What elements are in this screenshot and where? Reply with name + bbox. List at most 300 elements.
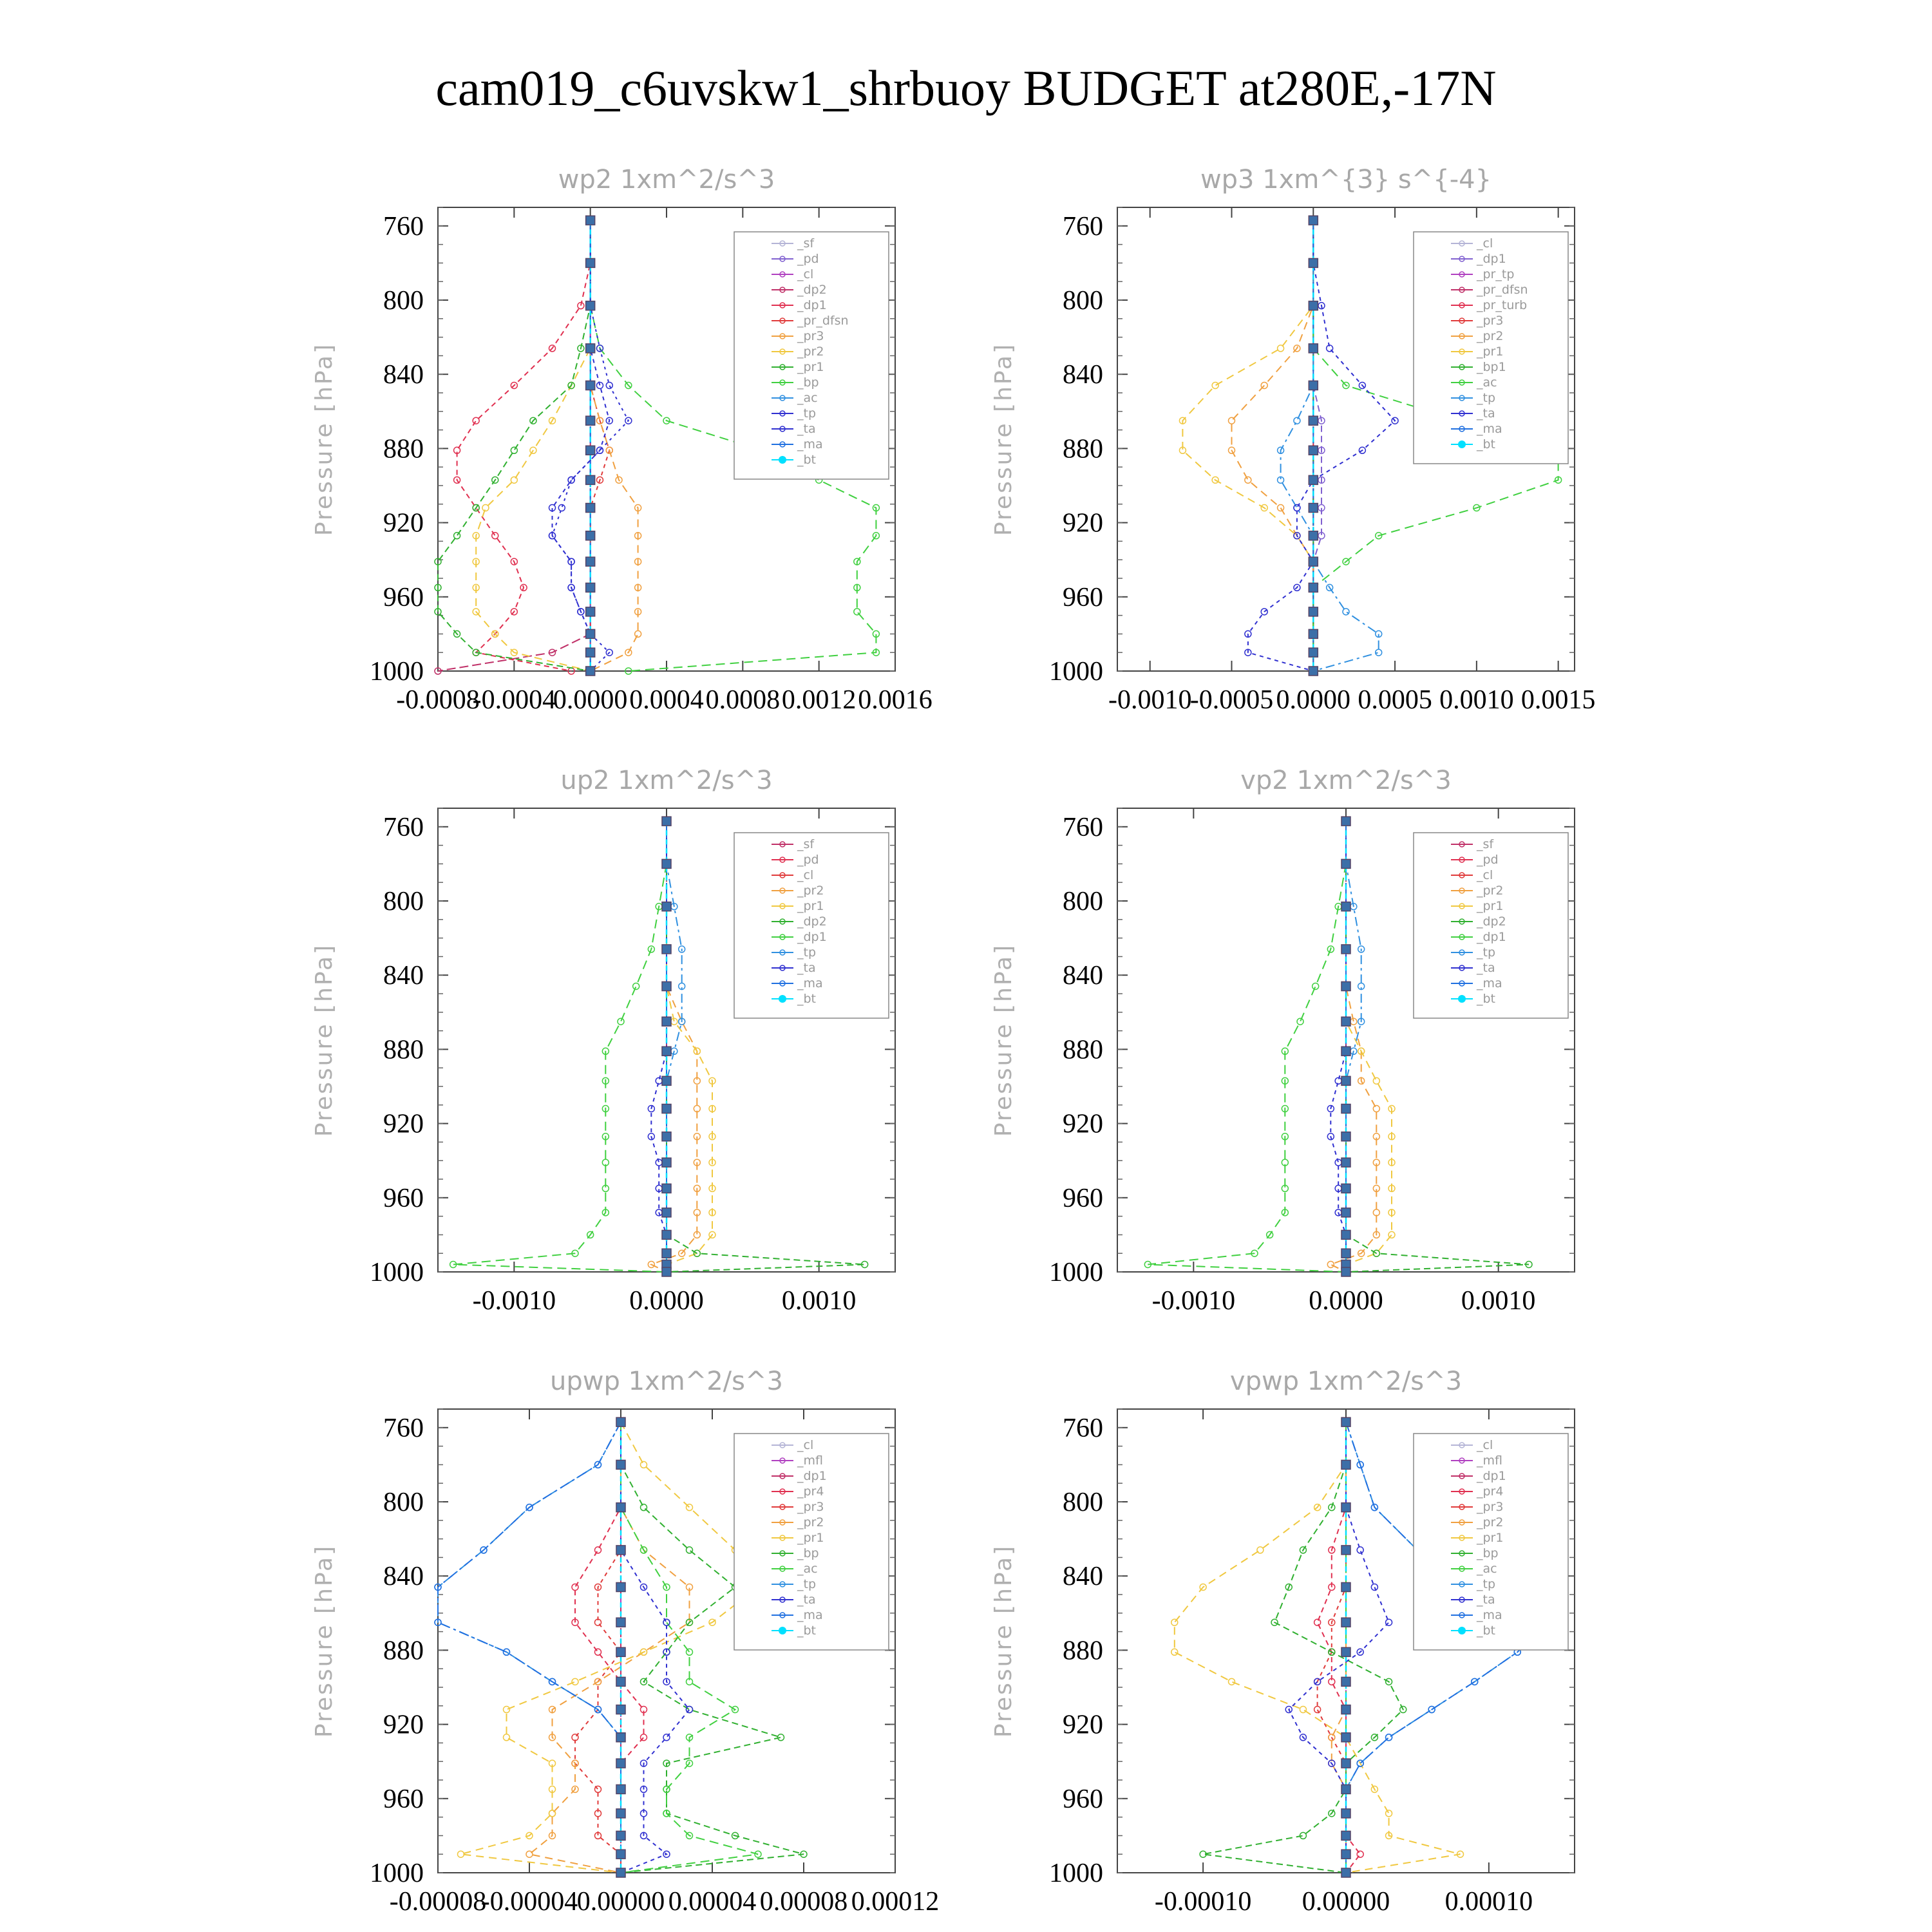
- y-tick-label: 880: [1063, 1636, 1103, 1666]
- data-point: [1341, 1831, 1350, 1840]
- data-point: [616, 1785, 625, 1794]
- legend-label: _ta: [797, 422, 816, 436]
- page-title: cam019_c6uvskw1_shrbuoy BUDGET at280E,-17N: [435, 60, 1497, 116]
- legend-label: _ma: [797, 1608, 823, 1622]
- data-point: [662, 1267, 671, 1276]
- data-point: [1386, 1810, 1392, 1817]
- x-tick-label: 0.0000: [1276, 685, 1351, 715]
- data-point: [1297, 1018, 1303, 1025]
- data-point: [641, 1461, 647, 1468]
- data-point: [492, 533, 498, 539]
- x-tick-label: -0.00010: [1154, 1887, 1252, 1917]
- data-point: [1341, 1184, 1350, 1193]
- data-point: [1386, 1619, 1392, 1625]
- data-point: [641, 1734, 647, 1741]
- data-point: [1341, 1076, 1350, 1085]
- data-point: [687, 1707, 693, 1713]
- data-point: [1341, 1158, 1350, 1167]
- data-point: [662, 1230, 671, 1239]
- series-line_bp: [1203, 1422, 1403, 1873]
- data-point: [473, 417, 479, 424]
- y-tick-label: 880: [1063, 1035, 1103, 1065]
- x-tick-label: 0.0008: [705, 685, 781, 715]
- series-line_pr3: [591, 220, 638, 671]
- data-point: [1343, 609, 1349, 615]
- y-tick-label: 760: [383, 211, 424, 242]
- data-point: [586, 216, 595, 225]
- data-point: [511, 447, 517, 453]
- data-point: [1357, 1547, 1363, 1553]
- legend-label: _dp2: [797, 283, 827, 297]
- data-point: [616, 1850, 625, 1859]
- data-point: [662, 902, 671, 911]
- data-point: [1341, 1267, 1350, 1276]
- data-point: [662, 1046, 671, 1056]
- legend-label: _pr3: [1477, 314, 1504, 328]
- x-tick-label: 0.00004: [668, 1887, 757, 1917]
- data-point: [616, 1417, 625, 1426]
- data-point: [1309, 607, 1318, 616]
- series-line_ta: [1289, 1422, 1388, 1873]
- legend-label: _pr2: [797, 1515, 824, 1530]
- legend-label: _pr4: [797, 1484, 824, 1499]
- data-point: [454, 533, 460, 539]
- data-point: [663, 1734, 670, 1741]
- data-point: [1341, 1809, 1350, 1818]
- data-point: [586, 301, 595, 310]
- data-point: [687, 1649, 693, 1655]
- data-point: [586, 258, 595, 267]
- legend-label: _ta: [1477, 1593, 1495, 1607]
- data-point: [504, 1707, 510, 1713]
- y-tick-label: 800: [1063, 286, 1103, 316]
- data-point: [1341, 1850, 1350, 1859]
- legend-label: _tp: [797, 945, 817, 960]
- legend-label: _cl: [797, 267, 814, 281]
- data-point: [1309, 629, 1318, 638]
- data-point: [586, 648, 595, 657]
- data-point: [1314, 1619, 1321, 1625]
- series-line_ta: [1248, 220, 1395, 671]
- data-point: [662, 1076, 671, 1085]
- data-point: [1309, 557, 1318, 566]
- data-point: [662, 1158, 671, 1167]
- legend-label: _mfl: [1477, 1454, 1502, 1468]
- data-point: [1309, 531, 1318, 540]
- data-point: [586, 344, 595, 353]
- legend-label: _pr2: [1477, 329, 1504, 343]
- legend-label: _cl: [797, 1438, 814, 1452]
- legend-label: _tp: [1477, 391, 1496, 405]
- legend-label: _pr3: [1477, 1500, 1504, 1514]
- x-tick-label: -0.0008: [396, 685, 480, 715]
- series-line_tp: [1281, 220, 1379, 671]
- data-point: [641, 1504, 647, 1511]
- data-point: [662, 1132, 671, 1141]
- data-point: [1341, 945, 1350, 954]
- data-point: [1341, 1705, 1350, 1714]
- legend-label: _bp: [1477, 1546, 1499, 1560]
- data-point: [616, 1503, 625, 1512]
- data-point: [586, 381, 595, 390]
- data-point: [1388, 1231, 1395, 1238]
- legend-label: _dp1: [1477, 930, 1506, 944]
- data-point: [687, 1547, 693, 1553]
- legend-label: _ta: [797, 961, 816, 975]
- data-point: [558, 505, 565, 511]
- data-point: [1341, 1759, 1350, 1768]
- data-point: [662, 817, 671, 826]
- legend-label: _pr_dfsn: [797, 314, 849, 328]
- data-point: [586, 475, 595, 484]
- y-tick-label: 880: [383, 1636, 424, 1666]
- data-point: [526, 1851, 533, 1857]
- legend-label: _dp2: [797, 914, 827, 929]
- data-point: [1314, 1707, 1321, 1713]
- data-point: [616, 1831, 625, 1840]
- series-line_pr1: [1182, 220, 1313, 671]
- legend-label: _pr1: [1477, 899, 1504, 913]
- legend-label: _pd: [1477, 853, 1499, 867]
- legend-label: _cl: [797, 868, 814, 882]
- y-tick-label: 800: [383, 887, 424, 916]
- data-point: [616, 1759, 625, 1768]
- legend-label: _bt: [797, 1624, 817, 1638]
- data-point: [1341, 902, 1350, 911]
- series-line_pr1: [1346, 821, 1392, 1272]
- data-point: [1341, 1503, 1350, 1512]
- y-tick-label: 960: [1063, 1784, 1103, 1814]
- legend-label: _ac: [1477, 375, 1497, 390]
- panel-upwp: [311, 1367, 939, 1917]
- data-point: [1341, 1785, 1350, 1794]
- legend-label: _pr1: [797, 360, 824, 374]
- data-point: [586, 416, 595, 425]
- legend-label: _tp: [797, 1577, 817, 1591]
- data-point: [662, 1249, 671, 1258]
- data-point: [1309, 301, 1318, 310]
- panel-title: wp2 1xm^2/s^3: [558, 165, 775, 194]
- y-tick-label: 1000: [370, 1859, 424, 1888]
- legend-label: _pr3: [797, 329, 824, 343]
- y-axis-label: Pressure [hPa]: [990, 342, 1017, 536]
- legend-label: _cl: [1477, 236, 1493, 251]
- data-point: [568, 477, 574, 483]
- data-point: [504, 1734, 510, 1741]
- series-line_pr1: [438, 220, 591, 671]
- data-point: [1309, 381, 1318, 390]
- data-point: [1341, 1733, 1350, 1742]
- y-tick-label: 760: [383, 812, 424, 842]
- data-point: [662, 981, 671, 990]
- legend-label: _dp1: [797, 298, 827, 312]
- x-tick-label: 0.0005: [1358, 685, 1432, 715]
- y-axis-label: Pressure [hPa]: [311, 943, 337, 1137]
- y-tick-label: 920: [1063, 1109, 1103, 1139]
- data-point: [1341, 1249, 1350, 1258]
- panel-title: wp3 1xm^{3} s^{-4}: [1200, 165, 1492, 194]
- data-point: [662, 859, 671, 868]
- data-point: [1373, 1077, 1379, 1084]
- data-point: [572, 1584, 578, 1590]
- data-point: [1327, 1261, 1334, 1267]
- legend-label: _sf: [1477, 837, 1494, 851]
- x-tick-label: -0.0010: [1108, 685, 1192, 715]
- data-point: [1341, 1417, 1350, 1426]
- y-tick-label: 840: [383, 360, 424, 390]
- data-point: [1171, 1649, 1178, 1655]
- x-tick-label: 0.00000: [1302, 1887, 1390, 1917]
- data-point: [1294, 505, 1300, 511]
- x-tick-label: 0.0000: [1309, 1286, 1383, 1316]
- legend-label: _dp1: [1477, 1469, 1506, 1483]
- legend-label: _pr2: [1477, 1515, 1504, 1530]
- y-tick-label: 880: [383, 434, 424, 464]
- data-point: [1357, 1851, 1363, 1857]
- legend-label: _pd: [797, 853, 819, 867]
- x-tick-label: 0.0010: [1461, 1286, 1536, 1316]
- legend-label: _ma: [797, 976, 823, 990]
- legend-label: _ta: [1477, 961, 1495, 975]
- panel-wp2: [311, 165, 933, 715]
- legend-label: _ma: [1477, 976, 1502, 990]
- y-tick-label: 1000: [370, 1258, 424, 1287]
- x-tick-label: 0.0000: [553, 685, 628, 715]
- legend-label: _pr4: [1477, 1484, 1504, 1499]
- data-point: [586, 607, 595, 616]
- data-point: [586, 504, 595, 513]
- data-point: [663, 1619, 670, 1625]
- legend-label: _pr_tp: [1477, 267, 1515, 281]
- data-point: [595, 1547, 601, 1553]
- series-line_pr2: [651, 821, 697, 1272]
- data-point: [1341, 1230, 1350, 1239]
- y-tick-label: 960: [383, 582, 424, 612]
- legend-label: _pr2: [797, 884, 824, 898]
- x-tick-label: 0.00010: [1444, 1887, 1533, 1917]
- y-tick-label: 1000: [1049, 1859, 1103, 1888]
- data-point: [616, 1868, 625, 1877]
- legend-label: _pr2: [1477, 884, 1504, 898]
- data-point: [1341, 1546, 1350, 1555]
- legend-label: _pr1: [797, 1531, 824, 1545]
- data-point: [616, 1460, 625, 1469]
- y-tick-label: 760: [1063, 812, 1103, 842]
- x-tick-label: 0.0010: [781, 1286, 857, 1316]
- legend-label: _dp2: [1477, 914, 1506, 929]
- panel-title: vp2 1xm^2/s^3: [1240, 766, 1452, 795]
- x-tick-label: -0.0004: [472, 685, 556, 715]
- legend-label: _pr3: [797, 1500, 824, 1514]
- x-tick-label: -0.0005: [1189, 685, 1274, 715]
- panel-title: up2 1xm^2/s^3: [560, 766, 773, 795]
- data-point: [586, 531, 595, 540]
- data-point: [662, 1104, 671, 1113]
- series-line_dp1: [457, 220, 591, 671]
- y-tick-label: 760: [1063, 211, 1103, 242]
- data-point: [595, 1786, 601, 1792]
- legend-marker: [1458, 1627, 1466, 1634]
- data-point: [1309, 416, 1318, 425]
- y-tick-label: 800: [383, 286, 424, 316]
- panel-up2: [311, 766, 895, 1316]
- data-point: [586, 446, 595, 455]
- data-point: [586, 629, 595, 638]
- x-tick-label: -0.0010: [472, 1286, 556, 1316]
- y-tick-label: 920: [383, 1109, 424, 1139]
- data-point: [1309, 344, 1318, 353]
- legend-label: _ta: [797, 1593, 816, 1607]
- x-tick-label: 0.0016: [858, 685, 933, 715]
- data-point: [616, 1618, 625, 1627]
- x-tick-label: 0.0010: [1439, 685, 1514, 715]
- x-tick-label: -0.00008: [389, 1887, 487, 1917]
- data-point: [854, 609, 860, 615]
- legend-label: _pr_turb: [1477, 298, 1528, 312]
- legend-label: _ma: [797, 437, 823, 451]
- legend-label: _tp: [797, 406, 817, 421]
- data-point: [1341, 817, 1350, 826]
- series-line_ma: [438, 1422, 621, 1873]
- y-tick-label: 760: [383, 1413, 424, 1443]
- data-point: [549, 1810, 556, 1817]
- data-point: [586, 667, 595, 676]
- legend-marker: [779, 1627, 786, 1634]
- legend-label: _cl: [1477, 1438, 1493, 1452]
- x-tick-label: 0.00008: [759, 1887, 848, 1917]
- y-tick-label: 920: [383, 1710, 424, 1740]
- data-point: [1212, 382, 1218, 388]
- data-point: [1229, 1678, 1235, 1685]
- data-point: [595, 1649, 601, 1655]
- data-point: [687, 1504, 693, 1511]
- data-point: [1309, 475, 1318, 484]
- legend-label: _ac: [797, 391, 818, 405]
- data-point: [1373, 1106, 1379, 1112]
- data-point: [1309, 583, 1318, 592]
- data-point: [1229, 417, 1235, 424]
- data-point: [1341, 1460, 1350, 1469]
- y-tick-label: 760: [1063, 1413, 1103, 1443]
- legend-label: _bp1: [1477, 360, 1506, 374]
- x-tick-label: 0.00000: [576, 1887, 665, 1917]
- legend-label: _ac: [1477, 1562, 1497, 1576]
- x-tick-label: 0.0015: [1520, 685, 1596, 715]
- data-point: [458, 1851, 464, 1857]
- data-point: [1341, 1046, 1350, 1056]
- panel-vp2: [990, 766, 1575, 1316]
- y-tick-label: 840: [1063, 360, 1103, 390]
- y-tick-label: 920: [1063, 508, 1103, 538]
- data-point: [633, 983, 639, 989]
- series-line_tp: [438, 1422, 621, 1873]
- y-tick-label: 920: [1063, 1710, 1103, 1740]
- legend-label: _bp: [797, 1546, 819, 1560]
- x-tick-label: 0.0004: [629, 685, 704, 715]
- legend-label: _ac: [797, 1562, 818, 1576]
- data-point: [1341, 1582, 1350, 1591]
- data-point: [511, 477, 517, 483]
- legend-label: _tp: [1477, 945, 1496, 960]
- data-point: [1309, 648, 1318, 657]
- legend-label: _ta: [1477, 406, 1495, 421]
- legend-marker: [779, 456, 786, 464]
- y-tick-label: 800: [383, 1488, 424, 1517]
- legend-label: _dp1: [1477, 252, 1506, 266]
- data-point: [1294, 417, 1300, 424]
- y-tick-label: 840: [383, 1562, 424, 1592]
- panel-title: vpwp 1xm^2/s^3: [1229, 1367, 1463, 1396]
- data-point: [1341, 981, 1350, 990]
- series-line_pr1: [461, 1422, 759, 1873]
- data-point: [662, 1017, 671, 1026]
- legend-label: _bt: [797, 453, 817, 467]
- legend-label: _pr1: [797, 899, 824, 913]
- y-tick-label: 800: [1063, 887, 1103, 916]
- x-tick-label: 0.0000: [629, 1286, 704, 1316]
- data-point: [616, 1546, 625, 1555]
- legend-label: _tp: [1477, 1577, 1496, 1591]
- data-point: [606, 382, 612, 388]
- y-tick-label: 840: [1063, 1562, 1103, 1592]
- series-line_pr2: [1331, 821, 1376, 1272]
- y-tick-label: 840: [383, 961, 424, 991]
- y-tick-label: 800: [1063, 1488, 1103, 1517]
- data-point: [1341, 1868, 1350, 1877]
- panel-vpwp: [990, 1367, 1575, 1917]
- data-point: [1257, 1547, 1264, 1553]
- x-tick-label: 0.00012: [851, 1887, 940, 1917]
- data-point: [1341, 1104, 1350, 1113]
- y-tick-label: 880: [383, 1035, 424, 1065]
- data-point: [1309, 667, 1318, 676]
- y-tick-label: 840: [1063, 961, 1103, 991]
- legend-label: _pr2: [797, 345, 824, 359]
- y-tick-label: 960: [1063, 1183, 1103, 1213]
- series-line_pr4: [575, 1422, 644, 1873]
- data-point: [1309, 504, 1318, 513]
- y-tick-label: 880: [1063, 434, 1103, 464]
- legend-label: _bp: [797, 375, 819, 390]
- legend-label: _bt: [1477, 1624, 1496, 1638]
- legend-marker: [779, 995, 786, 1003]
- y-tick-label: 1000: [1049, 1258, 1103, 1287]
- legend-label: _ma: [1477, 1608, 1502, 1622]
- y-tick-label: 1000: [370, 657, 424, 687]
- data-point: [1341, 1647, 1350, 1656]
- data-point: [616, 1677, 625, 1686]
- data-point: [616, 1582, 625, 1591]
- y-tick-label: 960: [383, 1784, 424, 1814]
- legend-label: _mfl: [797, 1454, 823, 1468]
- data-point: [572, 1678, 578, 1685]
- legend-label: _bt: [1477, 992, 1496, 1006]
- data-point: [616, 1705, 625, 1714]
- legend-label: _sf: [797, 837, 815, 851]
- legend-label: _pr_dfsn: [1477, 283, 1528, 297]
- data-point: [1341, 859, 1350, 868]
- data-point: [1341, 1208, 1350, 1217]
- series-line_pr2: [476, 220, 591, 671]
- data-point: [586, 583, 595, 592]
- data-point: [616, 1733, 625, 1742]
- data-point: [1373, 1209, 1379, 1216]
- legend-label: _ma: [1477, 422, 1502, 436]
- data-point: [1341, 1017, 1350, 1026]
- data-point: [1300, 1707, 1306, 1713]
- data-point: [1245, 477, 1251, 483]
- data-point: [662, 1208, 671, 1217]
